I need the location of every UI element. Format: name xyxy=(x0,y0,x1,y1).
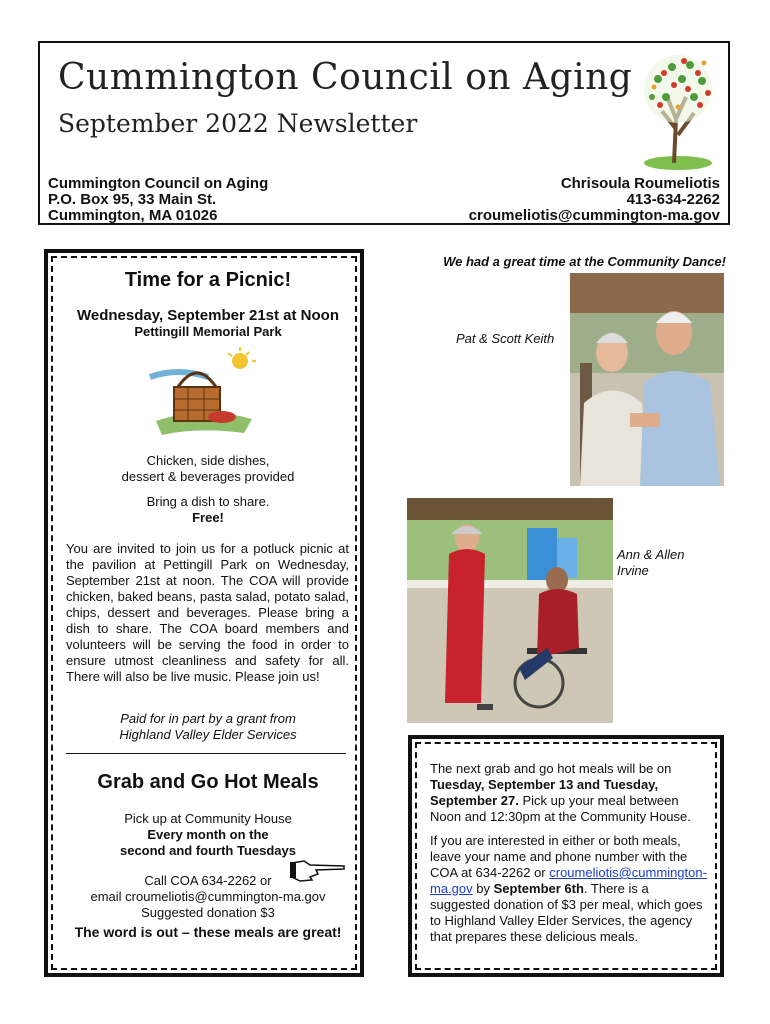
dance-photo-1 xyxy=(570,273,724,486)
meals-detail xyxy=(430,761,712,953)
picnic-title: Time for a Picnic! xyxy=(124,269,292,291)
meals-title: Grab and Go Hot Meals xyxy=(97,771,319,793)
grant-credit xyxy=(48,711,368,743)
email-link[interactable]: croumeliotis@cummington-ma.gov xyxy=(430,865,707,896)
call-line: Call COA 634-2262 or xyxy=(144,873,272,888)
contact-info xyxy=(469,176,720,224)
meals-schedule xyxy=(48,827,368,859)
caption-line: Irvine xyxy=(617,563,649,578)
newsletter-header xyxy=(38,41,730,225)
text-run: . There is a suggested donation of $3 per meal, which goes to Highland Valley Elder Services, the agency that prepares these delicious meals. xyxy=(430,881,703,944)
dance-caption: We had a great time at the Community Dance! xyxy=(443,254,726,269)
bring-dish-text: Bring a dish to share. xyxy=(146,494,270,509)
call-line: email croumeliotis@cummington-ma.gov xyxy=(90,889,326,904)
meals-contact xyxy=(48,873,368,921)
contact-email[interactable]: croumeliotis@cummington-ma.gov xyxy=(468,207,720,224)
text-run: Pick up your meal between Noon and 12:30pm at the Community House. xyxy=(430,793,691,824)
org-name: Cummington Council on Aging xyxy=(48,175,269,192)
newsletter-subtitle: September 2022 Newsletter xyxy=(58,109,418,138)
caption-line: Ann & Allen xyxy=(617,547,685,562)
contact-name: Chrisoula Roumeliotis xyxy=(560,175,720,192)
meals-detail-panel xyxy=(408,735,724,977)
picnic-food-line: dessert & beverages provided xyxy=(121,469,295,484)
text-run: by xyxy=(472,881,494,896)
meal-dates: Tuesday, September 13 and Tuesday, September 27. xyxy=(430,777,659,808)
photo1-caption: Pat & Scott Keith xyxy=(456,331,555,346)
picnic-meals-panel xyxy=(44,249,364,977)
org-city: Cummington, MA 01026 xyxy=(48,207,218,224)
picnic-basket-icon xyxy=(148,347,258,437)
photo2-caption xyxy=(617,547,684,579)
picnic-invitation: You are invited to join us for a potluck picnic at the pavilion at Pettingill Park on Wednesday, September 21st at noon. The COA will provide chicken, baked beans, pasta salad, potato salad, chips, dessert and beverages. Please bring a dish to share. The COA board members and volunteers will be serving the food in order to ensure utmost cleanliness and safety for all. There will also be live music. Please join us! xyxy=(66,541,349,684)
meals-next-dates xyxy=(430,761,712,825)
text-run: The next grab and go hot meals will be on xyxy=(430,761,672,776)
picnic-food xyxy=(48,453,368,485)
contact-phone: 413-634-2262 xyxy=(626,191,720,208)
meals-signup xyxy=(430,833,712,945)
org-address xyxy=(48,176,268,224)
tree-logo-icon xyxy=(638,49,718,173)
picnic-food-line: Chicken, side dishes, xyxy=(146,453,270,468)
meals-pickup: Pick up at Community House xyxy=(124,811,292,826)
call-line: Suggested donation $3 xyxy=(141,905,275,920)
grant-line: Highland Valley Elder Services xyxy=(119,727,297,742)
signup-deadline: September 6th xyxy=(493,881,584,896)
picnic-date: Wednesday, September 21st at Noon xyxy=(76,307,340,324)
meals-tagline: The word is out – these meals are great! xyxy=(74,924,342,940)
org-po-box: P.O. Box 95, 33 Main St. xyxy=(48,191,217,208)
schedule-line: Every month on the xyxy=(147,827,269,842)
grant-line: Paid for in part by a grant from xyxy=(120,711,296,726)
newsletter-title: Cummington Council on Aging xyxy=(58,57,633,98)
schedule-line: second and fourth Tuesdays xyxy=(119,843,296,858)
text-run: If you are interested in either or both meals, leave your name and phone number with the COA at 634-2262 or xyxy=(430,833,688,880)
picnic-location: Pettingill Memorial Park xyxy=(134,324,282,339)
free-text: Free! xyxy=(192,510,224,525)
dance-photo-2 xyxy=(407,498,613,723)
section-divider xyxy=(66,753,346,754)
